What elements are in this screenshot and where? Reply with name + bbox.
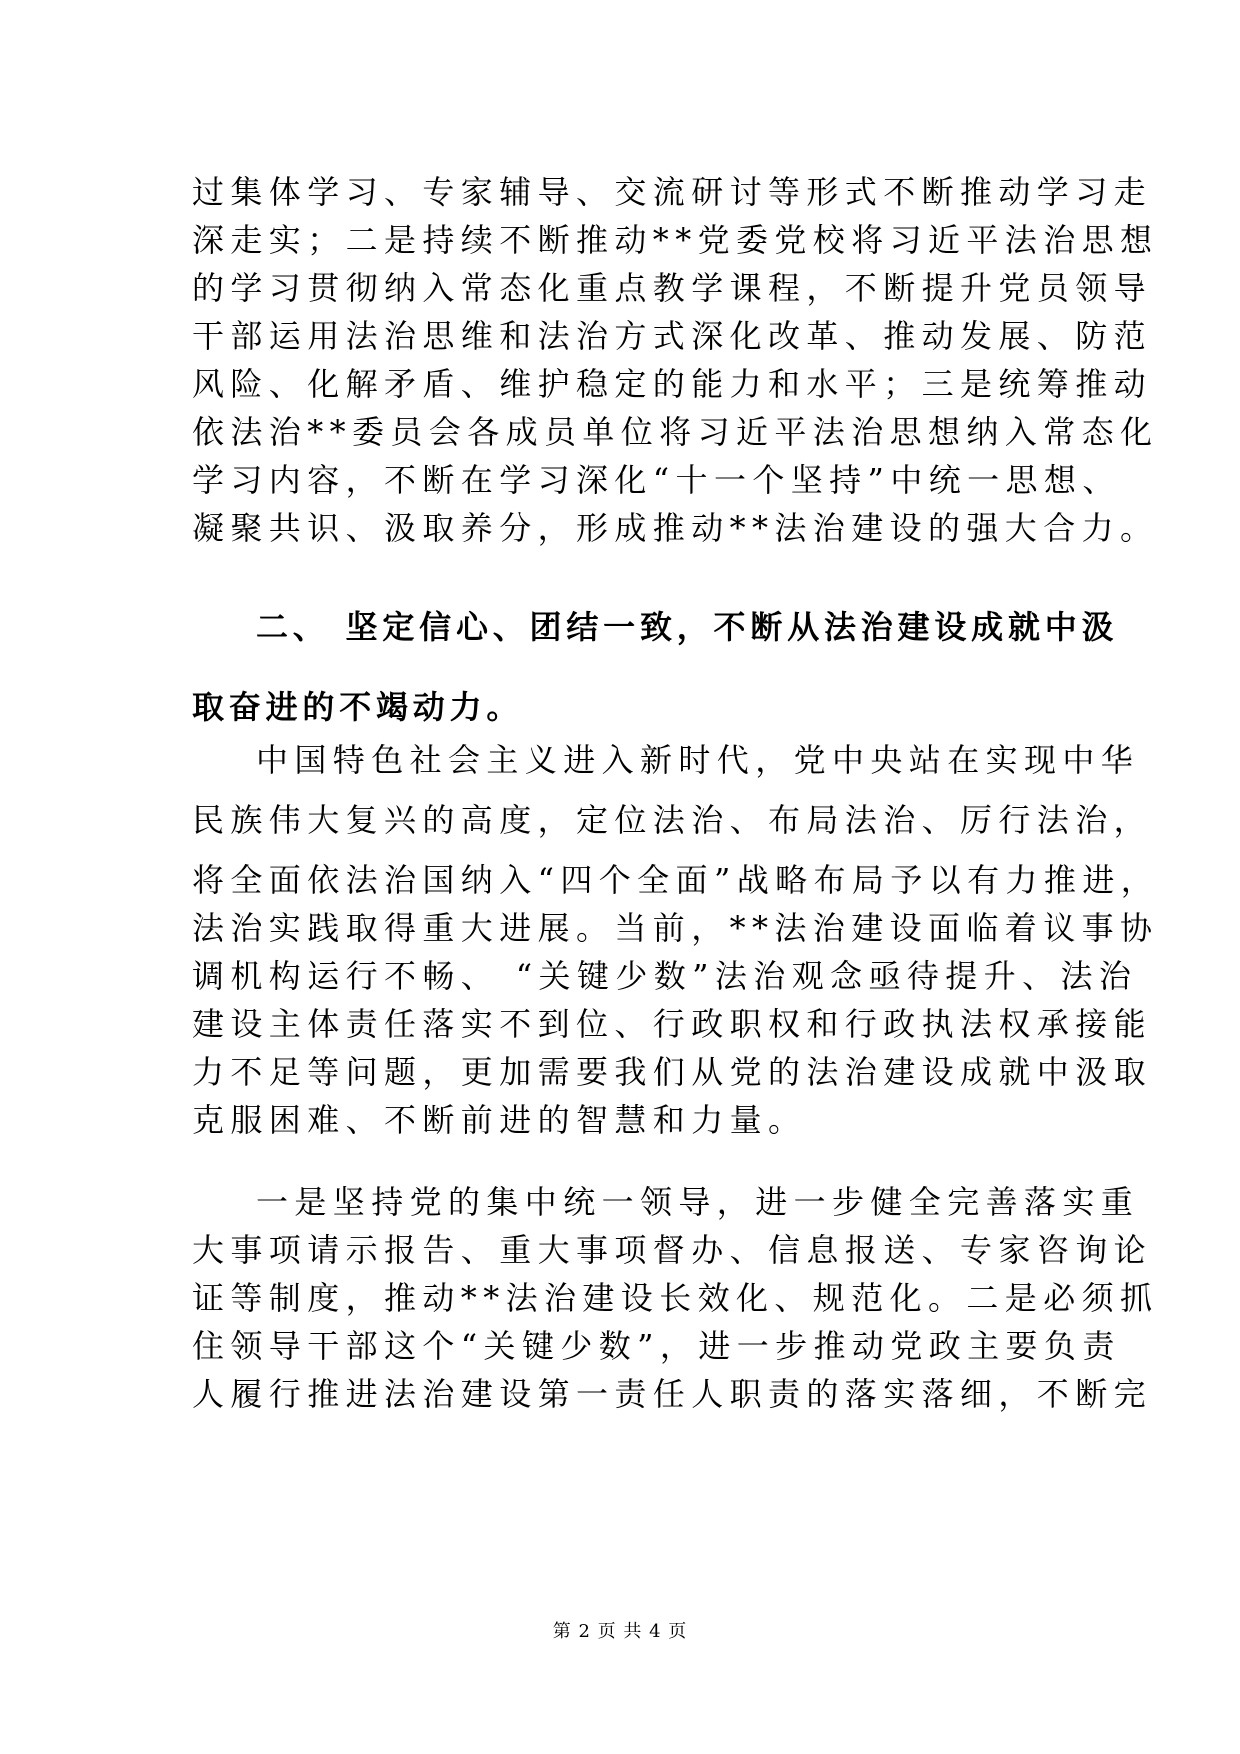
text-line: 过集体学习、专家辅导、交流研讨等形式不断推动学习走	[192, 173, 1153, 211]
page-footer: 第 2 页 共 4 页	[552, 1621, 688, 1642]
paragraph-measures	[192, 1178, 1159, 1418]
text-line: 调机构运行不畅、 “关键少数”法治观念亟待提升、法治	[192, 957, 1138, 995]
text-line: 民族伟大复兴的高度，定位法治、布局法治、厉行法治，	[192, 801, 1153, 839]
text-line: 人履行推进法治建设第一责任人职责的落实落细，不断完	[192, 1375, 1153, 1413]
text-line: 学习内容，不断在学习深化“十一个坚持”中统一思想、	[192, 461, 1121, 499]
text-line: 住领导干部这个“关键少数”，进一步推动党政主要负责	[192, 1327, 1121, 1365]
text-line: 大事项请示报告、重大事项督办、信息报送、专家咨询论	[192, 1231, 1153, 1269]
text-line: 克服困难、不断前进的智慧和力量。	[192, 1101, 807, 1139]
paragraph-continuation	[192, 168, 1159, 552]
text-line: 将全面依法治国纳入“四个全面”战略布局予以有力推进，	[192, 861, 1160, 899]
text-line: 的学习贯彻纳入常态化重点教学课程，不断提升党员领导	[192, 269, 1153, 307]
text-line: 力不足等问题，更加需要我们从党的法治建设成就中汲取	[192, 1053, 1153, 1091]
text-line: 依法治**委员会各成员单位将习近平法治思想纳入常态化	[192, 413, 1159, 451]
text-line: 法治实践取得重大进展。当前，**法治建设面临着议事协	[192, 909, 1159, 947]
text-line: 中国特色社会主义进入新时代，党中央站在实现中华	[256, 741, 1140, 779]
text-line: 干部运用法治思维和法治方式深化改革、推动发展、防范	[192, 317, 1153, 355]
paragraph-section-two	[192, 736, 1160, 1144]
text-line: 证等制度，推动**法治建设长效化、规范化。二是必须抓	[192, 1279, 1159, 1317]
heading-line: 取奋进的不竭动力。	[192, 688, 524, 726]
text-line: 凝聚共识、汲取养分，形成推动**法治建设的强大合力。	[192, 509, 1159, 547]
section-heading	[192, 587, 1119, 747]
text-line: 风险、化解矛盾、维护稳定的能力和水平；三是统筹推动	[192, 365, 1153, 403]
text-line: 一是坚持党的集中统一领导，进一步健全完善落实重	[256, 1183, 1140, 1221]
text-line: 深走实；二是持续不断推动**党委党校将习近平法治思想	[192, 221, 1159, 259]
heading-line: 二、 坚定信心、团结一致，不断从法治建设成就中汲	[256, 608, 1119, 646]
text-line: 建设主体责任落实不到位、行政职权和行政执法权承接能	[192, 1005, 1153, 1043]
